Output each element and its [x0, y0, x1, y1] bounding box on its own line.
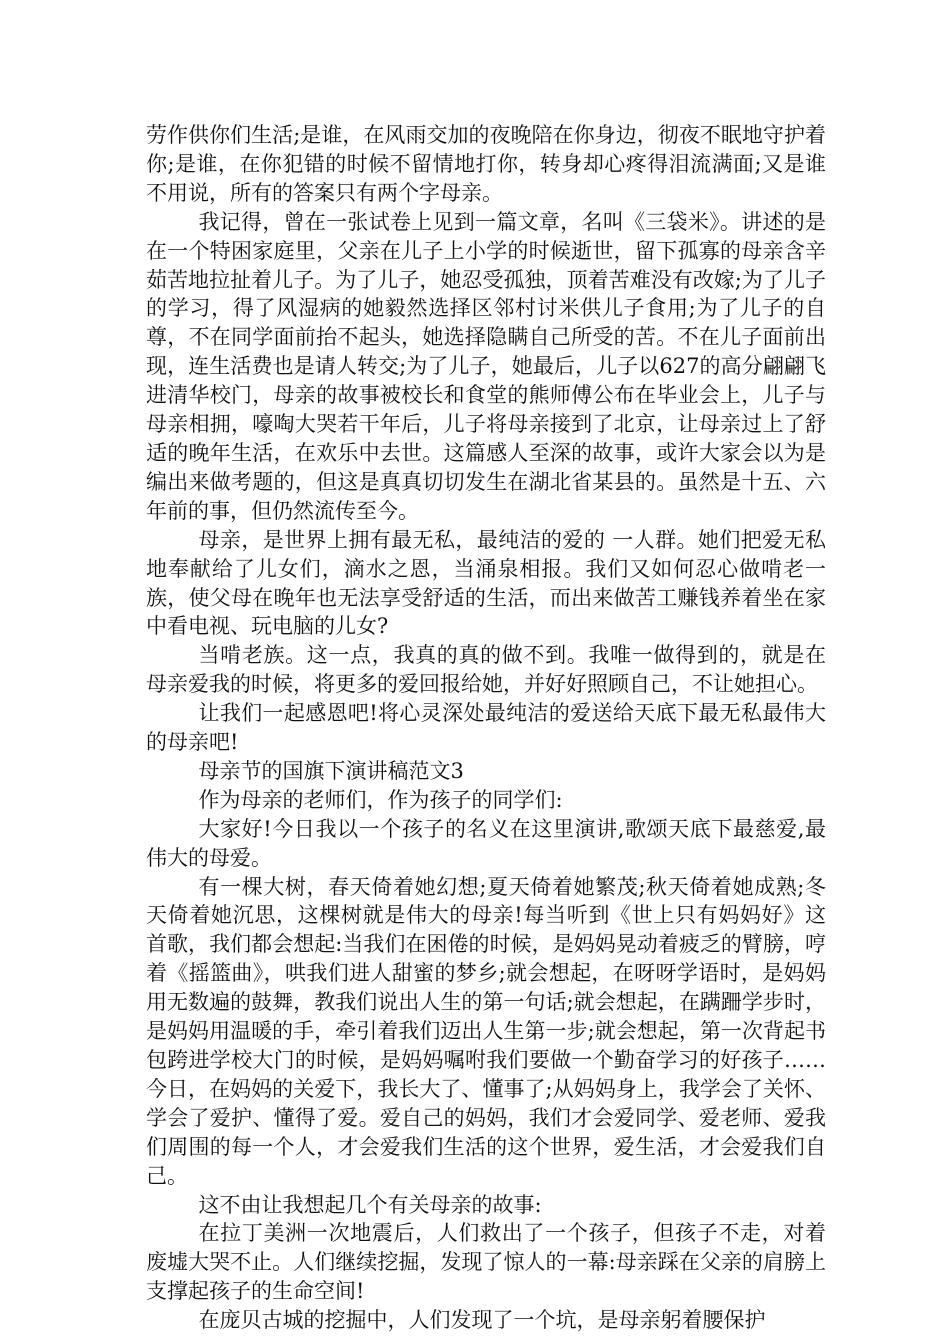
paragraph-3: 母亲，是世界上拥有最无私，最纯洁的爱的 一人群。她们把爱无私地奉献给了儿女们，滴水之恩，当涌泉相报。我们又如何忍心做啃老一族，使父母在晚年也无法享受舒适的生活，而出来做苦工赚钱养着坐在家中看电视、玩电脑的儿女? [146, 527, 826, 639]
salutation: 作为母亲的老师们，作为孩子的同学们: [198, 787, 563, 812]
paragraph-11: 在拉丁美洲一次地震后，人们救出了一个孩子，但孩子不走，对着废墟大哭不止。人们继续挖掘，发现了惊人的一幕:母亲踩在父亲的肩膀上支撑起孩子的生命空间! [146, 1221, 826, 1304]
paragraph-8: 大家好!今日我以一个孩子的名义在这里演讲,歌颂天底下最慈爱,最伟大的母爱。 [146, 816, 826, 870]
section-title: 母亲节的国旗下演讲稿范文3 [198, 758, 464, 783]
paragraph-9: 有一棵大树，春天倚着她幻想;夏天倚着她繁茂;秋天倚着她成熟;冬天倚着她沉思，这棵树就是伟大的母亲!每当听到《世上只有妈妈好》这首歌，我们都会想起:当我们在困倦的时候，是妈妈晃动着疲乏的臂膀，哼着《摇篮曲》，哄我们进人甜蜜的梦乡;就会想起，在呀呀学语时，是妈妈用无数遍的鼓舞，教我们说出人生的第一句话;就会想起，在蹒跚学步时，是妈妈用温暖的手，牵引着我们迈出人生第一步;就会想起，第一次背起书包跨进学校大门的时候，是妈妈嘱咐我们要做一个勤奋学习的好孩子……今日，在妈妈的关爱下，我长大了、懂事了;从妈妈身上，我学会了关怀、学会了爱护、懂得了爱。爱自己的妈妈，我们才会爱同学、爱老师、爱我们周围的每一个人，才会爱我们生活的这个世界，爱生活，才会爱我们自己。 [146, 874, 826, 1188]
paragraph-10: 这不由让我想起几个有关母亲的故事: [198, 1192, 542, 1217]
paragraph-12: 在庞贝古城的挖掘中，人们发现了一个坑，是母亲躬着腰保护 [198, 1308, 766, 1333]
document-body [146, 121, 826, 1335]
paragraph-4: 当啃老族。这一点，我真的真的做不到。我唯一做得到的，就是在母亲爱我的时候，将更多的爱回报给她，并好好照顾自己，不让她担心。 [146, 643, 826, 697]
paragraph-2: 我记得，曾在一张试卷上见到一篇文章，名叫《三袋米》。讲述的是在一个特困家庭里，父亲在儿子上小学的时候逝世，留下孤寡的母亲含辛茹苦地拉扯着儿子。为了儿子，她忍受孤独，顶着苦难没有改嫁;为了儿子的学习，得了风湿病的她毅然选择区邻村讨米供儿子食用;为了儿子的自尊，不在同学面前抬不起头，她选择隐瞒自己所受的苦。不在儿子面前出现，连生活费也是请人转交;为了儿子，她最后，儿子以627的高分翩翩飞进清华校门，母亲的故事被校长和食堂的熊师傅公布在毕业会上，儿子与母亲相拥，嚎啕大哭若干年后，儿子将母亲接到了北京，让母亲过上了舒适的晚年生活，在欢乐中去世。这篇感人至深的故事，或许大家会以为是编出来做考题的，但这是真真切切发生在湖北省某县的。虽然是十五、六年前的事，但仍然流传至今。 [146, 209, 826, 523]
paragraph-1: 劳作供你们生活;是谁，在风雨交加的夜晚陪在你身边，彻夜不眠地守护着你;是谁，在你犯错的时候不留情地打你，转身却心疼得泪流满面;又是谁不用说，所有的答案只有两个字母亲。 [146, 123, 826, 205]
paragraph-5: 让我们一起感恩吧!将心灵深处最纯洁的爱送给天底下最无私最伟大的母亲吧! [146, 701, 826, 755]
